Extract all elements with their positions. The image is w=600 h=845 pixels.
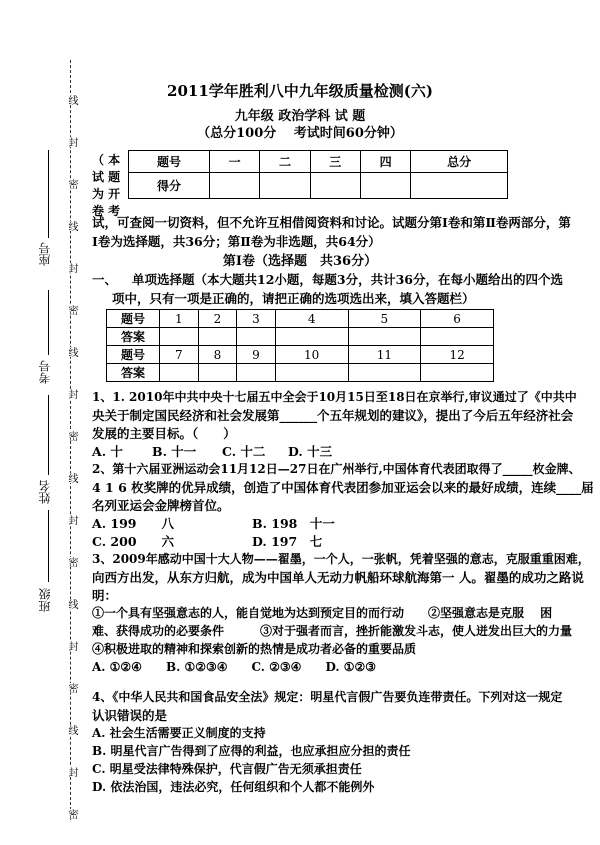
q4-line-2: 认识错误的是 — [92, 708, 168, 723]
q3-line-2: 向西方出发，从东方归航，成为中国单人无动力帆船环球航海第一 人。翟墨的成功之路说 — [92, 570, 584, 585]
binding-margin-char: 线 — [66, 473, 77, 483]
q3-line-1: 3、2009年感动中国十大人物——翟墨，一个人，一张帆，凭着坚强的意志，克服重重困难， — [92, 552, 590, 566]
part-1-number: 一、 — [92, 272, 118, 287]
question-number: 12 — [421, 346, 494, 364]
answer-header: 答案 — [107, 328, 160, 346]
question-number: 10 — [275, 346, 348, 364]
binding-margin-char: 封 — [66, 767, 77, 777]
answer-cell[interactable] — [348, 328, 421, 346]
binding-margin-char: 线 — [66, 95, 77, 105]
class-label: 班级 — [38, 588, 52, 612]
q1-option-c[interactable]: C. 十二 — [222, 444, 266, 459]
q1-option-a[interactable]: A. 十 — [92, 444, 123, 459]
binding-margin-char: 封 — [66, 137, 77, 147]
binding-margin-char: 线 — [66, 221, 77, 231]
q2-option-b[interactable]: B. 198 十一 — [252, 516, 335, 531]
answer-cell[interactable] — [198, 328, 237, 346]
score-cell[interactable] — [260, 173, 310, 199]
q1-line-1: 1、1. 2010年中共中央十七届五中全会于10月15日至18日在京举行,审议通过了《中共中 — [92, 390, 577, 404]
class-underline — [48, 510, 49, 582]
binding-margin-char: 封 — [66, 389, 77, 399]
question-number: 1 — [160, 310, 199, 328]
binding-margin-char: 密 — [66, 683, 77, 693]
question-number: 2 — [198, 310, 237, 328]
answer-cell[interactable] — [348, 364, 421, 382]
exam-number-underline — [48, 290, 49, 355]
score-row-label: 得分 — [129, 173, 210, 199]
binding-margin-char: 封 — [66, 263, 77, 273]
question-number: 4 — [275, 310, 348, 328]
answer-cell[interactable] — [421, 328, 494, 346]
seat-underline — [48, 150, 49, 238]
intro-line-1: 试，可查阅一切资料，但不允许互相借阅资料和讨论。试题分第Ⅰ卷和第Ⅱ卷两部分，第 — [92, 215, 571, 230]
score-table — [128, 150, 508, 199]
section-1-title: 第Ⅰ卷（选择题 共36分） — [222, 254, 378, 269]
name-label: 姓名 — [38, 480, 52, 504]
question-number: 9 — [237, 346, 276, 364]
score-header-cell: 二 — [260, 151, 310, 173]
answer-header: 答案 — [107, 364, 160, 382]
binding-margin-char: 密 — [66, 431, 77, 441]
binding-margin-char: 线 — [66, 347, 77, 357]
question-number: 3 — [237, 310, 276, 328]
answer-cell[interactable] — [421, 364, 494, 382]
answer-cell[interactable] — [160, 364, 199, 382]
answer-header: 题号 — [107, 310, 160, 328]
answer-cell[interactable] — [160, 328, 199, 346]
binding-margin-char: 封 — [66, 641, 77, 651]
q4-option-d[interactable]: D. 依法治国，违法必究，任何组织和个人都不能例外 — [92, 780, 375, 794]
q3-line-5: 难、获得成功的必要条件 ③对于强者而言，挫折能激发斗志，使人迸发出巨大的力量 — [92, 624, 573, 638]
score-cell[interactable] — [210, 173, 260, 199]
q2-option-c[interactable]: C. 200 六 — [92, 534, 175, 549]
q4-line-1: 4、《中华人民共和国食品安全法》规定：明星代言假广告要负连带责任。下列对这一规定 — [92, 690, 563, 704]
binding-margin-char: 密 — [66, 179, 77, 189]
part-1-instruction-2: 项中，只有一项是正确的，请把正确的选项选出来，填入答题栏） — [112, 291, 475, 306]
page-title: 2011学年胜利八中九年级质量检测(六) — [167, 82, 433, 100]
score-cell[interactable] — [411, 173, 508, 199]
binding-margin-char: 封 — [66, 515, 77, 525]
name-underline — [48, 395, 49, 475]
q2-line-3: 名列亚运会金牌榜首位。 — [92, 498, 230, 513]
exam-note-vertical: （ 本 试 题 为 开 卷 考 — [92, 153, 121, 218]
q1-line-3: 发展的主要目标。（ ） — [92, 426, 236, 441]
seat-label: 座号 — [38, 242, 52, 266]
q1-option-b[interactable]: B. 十一 — [152, 444, 197, 459]
answer-cell[interactable] — [237, 328, 276, 346]
question-number: 5 — [348, 310, 421, 328]
answer-cell[interactable] — [275, 364, 348, 382]
question-number: 6 — [421, 310, 494, 328]
q4-option-a[interactable]: A. 社会生活需要正义制度的支持 — [92, 726, 266, 740]
score-info: （总分100分 考试时间60分钟） — [197, 126, 403, 141]
answer-cell[interactable] — [198, 364, 237, 382]
binding-margin-char: 线 — [66, 599, 77, 609]
q4-option-c[interactable]: C. 明星受法律特殊保护，代言假广告无须承担责任 — [92, 762, 362, 776]
question-number: 8 — [198, 346, 237, 364]
score-cell[interactable] — [310, 173, 360, 199]
binding-margin-char: 密 — [66, 305, 77, 315]
q1-line-2: 央关于制定国民经济和社会发展第______个五年规划的建议》，提出了今后五年经济社会 — [92, 408, 574, 423]
subtitle: 九年级 政治学科 试 题 — [234, 109, 366, 124]
score-header-cell: 题号 — [129, 151, 210, 173]
answer-table — [106, 309, 494, 382]
q3-line-4: ①一个具有坚强意志的人，能自觉地为达到预定目的而行动 ②坚强意志是克服 困 — [92, 606, 553, 620]
q2-line-1: 2、第十六届亚洲运动会11月12日—27日在广州举行,中国体育代表团取得了_____枚金牌、 — [92, 462, 581, 476]
q3-line-6: ④积极进取的精神和探索创新的热情是成功者必备的重要品质 — [92, 642, 417, 656]
q4-option-b[interactable]: B. 明星代言广告得到了应得的利益，也应承担应分担的责任 — [92, 744, 411, 758]
binding-margin-char: 密 — [66, 809, 77, 819]
answer-cell[interactable] — [237, 364, 276, 382]
score-header-cell: 四 — [360, 151, 410, 173]
intro-line-2: Ⅰ卷为选择题，共36分；第Ⅱ卷为非选题，共64分） — [92, 234, 381, 249]
exam-number-label: 考号 — [38, 360, 52, 384]
q2-line-2: 4 1 6 枚奖牌的优异成绩，创造了中国体育代表团参加亚运会以来的最好成绩，连续____届 — [92, 480, 594, 495]
answer-cell[interactable] — [275, 328, 348, 346]
score-header-cell: 总分 — [411, 151, 508, 173]
score-header-cell: 三 — [310, 151, 360, 173]
score-header-cell: 一 — [210, 151, 260, 173]
q3-options[interactable]: A. ①②④ B. ①②③④ C. ②③④ D. ①②③ — [92, 660, 377, 674]
binding-margin-char: 线 — [66, 725, 77, 735]
q1-option-d[interactable]: D. 十三 — [288, 444, 333, 459]
score-cell[interactable] — [360, 173, 410, 199]
q2-option-a[interactable]: A. 199 八 — [92, 516, 174, 531]
q2-option-d[interactable]: D. 197 七 — [252, 534, 323, 549]
answer-header: 题号 — [107, 346, 160, 364]
question-number: 11 — [348, 346, 421, 364]
binding-margin-char: 密 — [66, 557, 77, 567]
q3-line-3: 明： — [92, 588, 118, 603]
part-1-instruction-1: 单项选择题（本大题共12小题，每题3分，共计36分，在每小题给出的四个选 — [132, 272, 563, 287]
question-number: 7 — [160, 346, 199, 364]
